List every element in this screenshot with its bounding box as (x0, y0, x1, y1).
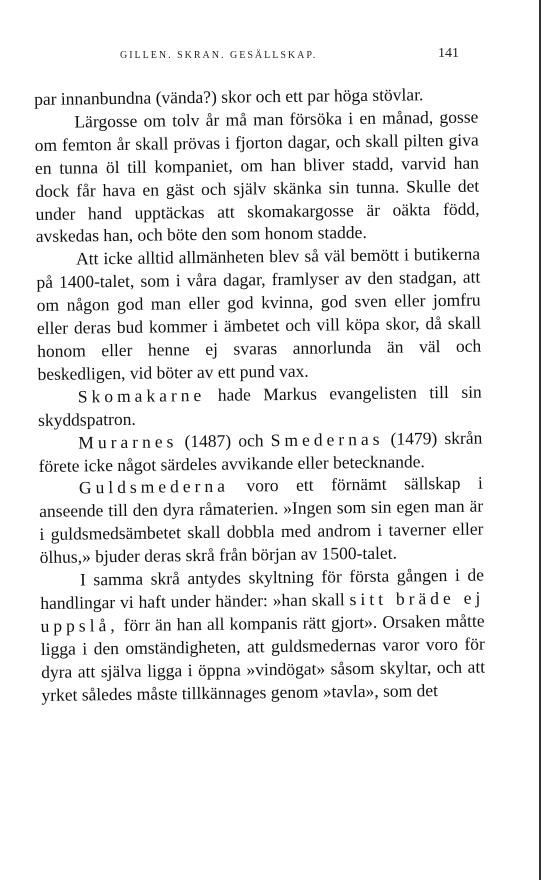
spaced-term-smedernas: Smedernas (270, 428, 384, 450)
body-text (34, 83, 486, 707)
spaced-term-skomakarne: Skomakarne (77, 384, 206, 407)
paragraph-7 (40, 564, 486, 707)
spaced-quote: sitt bräde ej uppslå, (40, 587, 485, 636)
paragraph-2: Lärgosse om tolv år må man försöka i en månad, gosse om femton år skall prövas i fjorton dagar, och skall pilten giva en tunna öl till kompaniet, om han bliver stadd, varvid han dock får hava en gäst och själv skänka sin tunna. Skulle det under hand upptäckas att skomakargosse är oäkta född, avskedas han, och böte den som honom stadde. (34, 106, 480, 247)
paragraph-6-text: voro ett förnämt sällskap i anseende till den dyra råmaterien. »Ingen som sin egen man är i guldsmedsämbetet skall dobbla med androm i taverner eller ölhus,» bjuder deras skrå från början av 1500-talet. (39, 472, 484, 568)
spaced-term-murarnes: Murarnes (78, 430, 178, 453)
page-number: 141 (438, 46, 459, 61)
paragraph-1: par innanbundna (vända?) skor och ett par höga stövlar. (34, 84, 424, 109)
paragraph-7-start: I samma skrå antydes skyltning för första gången i de handlingar vi haft under händer: »han skall (40, 564, 485, 613)
paragraph-3: Att icke alltid allmänheten blev så väl bemött i butikerna på 1400-talet, som i våra dagar, framlyser av den stadgan, att om någon god man eller god kvinna, god sven eller jomfru eller deras bud kommer i ämbetet och vill köpa skor, då skall honom eller henne ej svaras annorlunda än väl och beskedligen, vid böter av ett pund vax. (36, 243, 482, 384)
page-edge (539, 0, 541, 880)
paragraph-5-mid: (1487) och (177, 429, 271, 451)
paragraph-7-end: förr än han all kompanis rätt gjort». Orsaken måtte ligga i den omständigheten, att guldsmedernas varor voro för dyra att själva ligga i öppna »vindögat» såsom skyltar, och att yrket således måste tillkännages genom »tavla», som det (40, 610, 486, 705)
spaced-term-guldsmederna: Guldsmederna (78, 476, 230, 498)
paragraph-5-text: (1479) skrån förete icke något särdeles avvikande eller betecknande. (38, 427, 483, 476)
paragraph-5 (38, 426, 483, 477)
running-head: GILLEN. SKRAN. GESÄLLSKAP. (120, 50, 318, 61)
paragraph-6 (39, 472, 484, 569)
paragraph-4-text: hade Markus evangelisten till sin skyddspatron. (37, 381, 482, 430)
paragraph-4 (38, 380, 483, 431)
